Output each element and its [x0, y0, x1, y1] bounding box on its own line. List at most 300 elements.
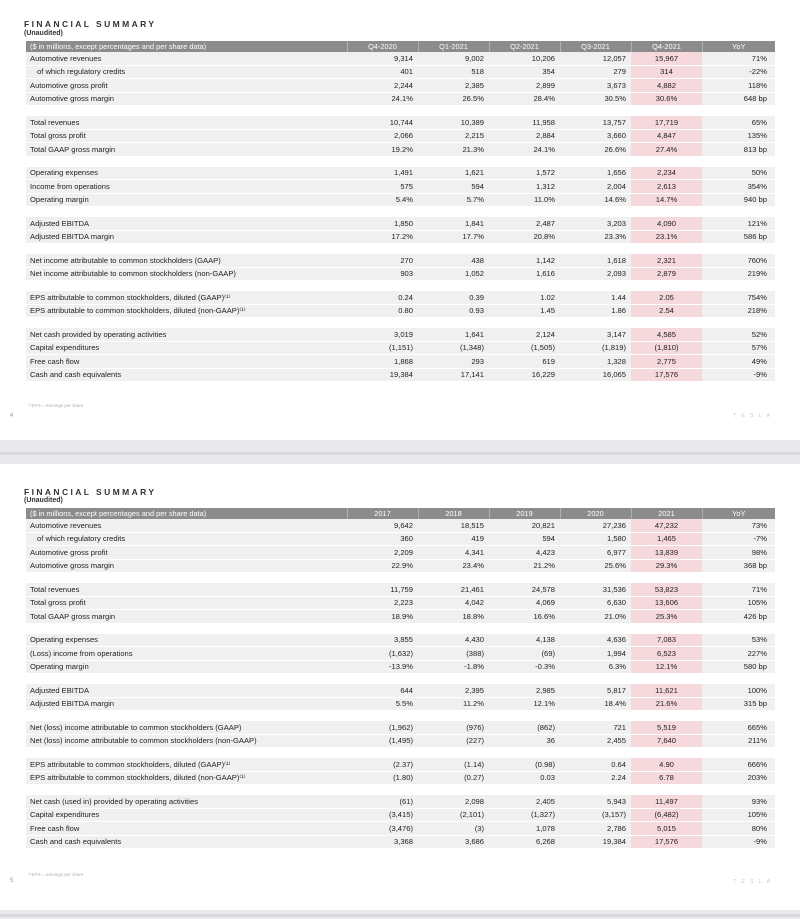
yoy-cell: 57% [702, 341, 775, 355]
value-cell: 1,656 [560, 167, 631, 180]
value-cell: 419 [418, 532, 489, 546]
slide-title: FINANCIAL SUMMARY [24, 19, 157, 29]
value-cell: 10,744 [347, 116, 418, 129]
value-cell: 270 [347, 254, 418, 267]
yoy-cell: 71% [702, 583, 775, 596]
table-row [26, 596, 775, 610]
row-label: Adjusted EBITDA [26, 684, 347, 697]
value-cell: 721 [560, 721, 631, 734]
latest-period-cell: 11,497 [631, 795, 702, 808]
value-cell: 14.6% [560, 193, 631, 207]
footnote: ⁽¹⁾EPS = earnings per share [28, 403, 84, 408]
table-row [26, 822, 775, 836]
row-label: Automotive gross margin [26, 92, 347, 106]
value-cell: 6,630 [560, 596, 631, 610]
latest-period-cell: 7,083 [631, 634, 702, 647]
value-cell: (1,327) [489, 808, 560, 822]
latest-period-cell: 6.78 [631, 771, 702, 785]
row-label: Automotive gross profit [26, 79, 347, 93]
latest-period-cell: 314 [631, 65, 702, 79]
latest-period-cell: 1,465 [631, 532, 702, 546]
value-cell: (0.27) [418, 771, 489, 785]
value-cell: 6.3% [560, 660, 631, 674]
value-cell: (3,476) [347, 822, 418, 836]
value-cell: 2,985 [489, 684, 560, 697]
value-cell: 4,138 [489, 634, 560, 647]
row-label: EPS attributable to common stockholders, diluted (non-GAAP)⁽¹⁾ [26, 304, 347, 318]
value-cell: 5.4% [347, 193, 418, 207]
group-spacer [26, 748, 775, 759]
value-cell: 16,229 [489, 368, 560, 382]
row-label: Free cash flow [26, 822, 347, 836]
row-label: Capital expenditures [26, 341, 347, 355]
yoy-cell: 813 bp [702, 143, 775, 157]
column-header: 2018 [418, 508, 489, 519]
latest-period-cell: 4,882 [631, 79, 702, 93]
row-label: Capital expenditures [26, 808, 347, 822]
group-spacer [26, 573, 775, 584]
table-row [26, 519, 775, 532]
row-label: Net cash (used in) provided by operating activities [26, 795, 347, 808]
value-cell: (0.98) [489, 758, 560, 771]
value-cell: (1,151) [347, 341, 418, 355]
value-cell: 4,069 [489, 596, 560, 610]
value-cell: 18.8% [418, 610, 489, 624]
table-row [26, 634, 775, 647]
value-cell: (1,348) [418, 341, 489, 355]
value-cell: 1,868 [347, 355, 418, 369]
yoy-cell: -9% [702, 368, 775, 382]
value-cell: 4,636 [560, 634, 631, 647]
value-cell: 19.2% [347, 143, 418, 157]
table-row [26, 721, 775, 734]
value-cell: 11,958 [489, 116, 560, 129]
yoy-cell: 105% [702, 808, 775, 822]
table-row [26, 647, 775, 661]
value-cell: 2,004 [560, 180, 631, 194]
value-cell: 1,841 [418, 217, 489, 230]
yoy-cell: 760% [702, 254, 775, 267]
value-cell: 4,423 [489, 546, 560, 560]
financial-summary-slide-annual [0, 464, 800, 910]
brand-logo: T E S L A [733, 413, 772, 419]
value-cell: (1.80) [347, 771, 418, 785]
page-number: 4 [10, 413, 14, 419]
value-cell: 354 [489, 65, 560, 79]
value-cell: 2,223 [347, 596, 418, 610]
value-cell: 594 [489, 532, 560, 546]
row-label: Automotive gross margin [26, 559, 347, 573]
value-cell: 2,066 [347, 129, 418, 143]
page-divider [0, 452, 800, 455]
yoy-cell: 426 bp [702, 610, 775, 624]
latest-period-cell: 21.6% [631, 697, 702, 711]
row-label: Total GAAP gross margin [26, 143, 347, 157]
yoy-cell: 50% [702, 167, 775, 180]
value-cell: (2.37) [347, 758, 418, 771]
value-cell: 5,943 [560, 795, 631, 808]
row-label: Free cash flow [26, 355, 347, 369]
yoy-cell: -22% [702, 65, 775, 79]
yoy-cell: 368 bp [702, 559, 775, 573]
value-cell: 21.0% [560, 610, 631, 624]
latest-period-cell: 2,879 [631, 267, 702, 281]
value-cell: 9,314 [347, 52, 418, 65]
value-cell: 1,616 [489, 267, 560, 281]
table-row [26, 758, 775, 771]
table-row [26, 254, 775, 267]
table-row [26, 697, 775, 711]
value-cell: 25.6% [560, 559, 631, 573]
value-cell: 3,368 [347, 835, 418, 849]
table-row [26, 546, 775, 560]
table-row [26, 355, 775, 369]
financial-table [26, 508, 775, 849]
row-label: Total gross profit [26, 129, 347, 143]
row-label: Automotive revenues [26, 519, 347, 532]
value-cell: 10,389 [418, 116, 489, 129]
row-label: Net income attributable to common stockholders (non-GAAP) [26, 267, 347, 281]
value-cell: (1,495) [347, 734, 418, 748]
value-cell: 1,618 [560, 254, 631, 267]
value-cell: 438 [418, 254, 489, 267]
value-cell: 0.24 [347, 291, 418, 304]
yoy-cell: 580 bp [702, 660, 775, 674]
value-cell: 0.80 [347, 304, 418, 318]
row-label: Net income attributable to common stockholders (GAAP) [26, 254, 347, 267]
group-spacer [26, 244, 775, 255]
value-cell: 17.2% [347, 230, 418, 244]
value-cell: 1,994 [560, 647, 631, 661]
column-header: YoY [702, 41, 775, 52]
value-cell: 11.2% [418, 697, 489, 711]
yoy-cell: 71% [702, 52, 775, 65]
latest-period-cell: 4,585 [631, 328, 702, 341]
value-cell: 5,817 [560, 684, 631, 697]
value-cell: 11.0% [489, 193, 560, 207]
yoy-cell: -7% [702, 532, 775, 546]
row-label: Cash and cash equivalents [26, 368, 347, 382]
value-cell: -13.9% [347, 660, 418, 674]
table-row [26, 610, 775, 624]
row-label: of which regulatory credits [26, 65, 347, 79]
yoy-cell: 227% [702, 647, 775, 661]
table-row [26, 291, 775, 304]
value-cell: 27,236 [560, 519, 631, 532]
value-cell: 21.2% [489, 559, 560, 573]
page-divider [0, 914, 800, 917]
latest-period-cell: 17,576 [631, 368, 702, 382]
value-cell: 1.02 [489, 291, 560, 304]
value-cell: 1.86 [560, 304, 631, 318]
value-cell: 2,385 [418, 79, 489, 93]
yoy-cell: 940 bp [702, 193, 775, 207]
yoy-cell: 665% [702, 721, 775, 734]
latest-period-cell: 2,234 [631, 167, 702, 180]
latest-period-cell: 17,719 [631, 116, 702, 129]
yoy-cell: 135% [702, 129, 775, 143]
value-cell: (69) [489, 647, 560, 661]
value-cell: 24.1% [347, 92, 418, 106]
value-cell: (1,962) [347, 721, 418, 734]
column-header: Q1-2021 [418, 41, 489, 52]
yoy-cell: 118% [702, 79, 775, 93]
row-label: Total GAAP gross margin [26, 610, 347, 624]
value-cell: (61) [347, 795, 418, 808]
yoy-cell: 754% [702, 291, 775, 304]
latest-period-cell: 27.4% [631, 143, 702, 157]
table-row [26, 65, 775, 79]
group-spacer [26, 281, 775, 292]
latest-period-cell: 2,775 [631, 355, 702, 369]
latest-period-cell: 5,015 [631, 822, 702, 836]
value-cell: 1,850 [347, 217, 418, 230]
latest-period-cell: (1,810) [631, 341, 702, 355]
latest-period-cell: 23.1% [631, 230, 702, 244]
row-label: Operating margin [26, 660, 347, 674]
column-header: 2019 [489, 508, 560, 519]
table-row [26, 660, 775, 674]
value-cell: 20,821 [489, 519, 560, 532]
group-spacer [26, 785, 775, 796]
yoy-cell: 49% [702, 355, 775, 369]
value-cell: 2.24 [560, 771, 631, 785]
value-cell: 644 [347, 684, 418, 697]
table-row [26, 532, 775, 546]
value-cell: 2,209 [347, 546, 418, 560]
value-cell: (1,632) [347, 647, 418, 661]
financial-summary-slide-quarterly [0, 0, 800, 440]
value-cell: 2,215 [418, 129, 489, 143]
latest-period-cell: 17,576 [631, 835, 702, 849]
value-cell: 31,536 [560, 583, 631, 596]
table-row [26, 267, 775, 281]
value-cell: 13,757 [560, 116, 631, 129]
value-cell: 9,642 [347, 519, 418, 532]
table-row [26, 328, 775, 341]
row-label: Adjusted EBITDA margin [26, 230, 347, 244]
value-cell: -0.3% [489, 660, 560, 674]
row-label: (Loss) income from operations [26, 647, 347, 661]
value-cell: 26.5% [418, 92, 489, 106]
table-row [26, 116, 775, 129]
row-label: Total revenues [26, 583, 347, 596]
table-row [26, 795, 775, 808]
table-row [26, 230, 775, 244]
value-cell: 1,641 [418, 328, 489, 341]
group-spacer [26, 156, 775, 167]
column-header: Q3-2021 [560, 41, 631, 52]
value-cell: 3,686 [418, 835, 489, 849]
table-row [26, 92, 775, 106]
value-cell: 279 [560, 65, 631, 79]
row-label: Total gross profit [26, 596, 347, 610]
value-cell: 360 [347, 532, 418, 546]
table-row [26, 368, 775, 382]
value-cell: 1,621 [418, 167, 489, 180]
value-cell: (3) [418, 822, 489, 836]
value-cell: -1.8% [418, 660, 489, 674]
table-header-row [26, 41, 775, 52]
table-row [26, 79, 775, 93]
latest-period-cell: 2.05 [631, 291, 702, 304]
value-cell: 4,042 [418, 596, 489, 610]
yoy-cell: -9% [702, 835, 775, 849]
latest-period-cell: 4.90 [631, 758, 702, 771]
column-header: 2020 [560, 508, 631, 519]
value-cell: (3,415) [347, 808, 418, 822]
row-label: Operating margin [26, 193, 347, 207]
table-row [26, 835, 775, 849]
value-cell: 24,578 [489, 583, 560, 596]
yoy-cell: 105% [702, 596, 775, 610]
latest-period-cell: 2.54 [631, 304, 702, 318]
value-cell: (1,819) [560, 341, 631, 355]
yoy-cell: 100% [702, 684, 775, 697]
value-cell: 0.39 [418, 291, 489, 304]
value-cell: 2,124 [489, 328, 560, 341]
table-row [26, 52, 775, 65]
header-units-label: ($ in millions, except percentages and per share data) [26, 41, 347, 52]
value-cell: (388) [418, 647, 489, 661]
value-cell: 3,660 [560, 129, 631, 143]
yoy-cell: 52% [702, 328, 775, 341]
value-cell: 4,341 [418, 546, 489, 560]
value-cell: 23.3% [560, 230, 631, 244]
column-header: Q2-2021 [489, 41, 560, 52]
value-cell: 12,057 [560, 52, 631, 65]
column-header: 2017 [347, 508, 418, 519]
group-spacer [26, 207, 775, 218]
value-cell: 16.6% [489, 610, 560, 624]
value-cell: 17,141 [418, 368, 489, 382]
value-cell: 3,147 [560, 328, 631, 341]
latest-period-cell: 12.1% [631, 660, 702, 674]
value-cell: 36 [489, 734, 560, 748]
value-cell: 2,093 [560, 267, 631, 281]
value-cell: 1,580 [560, 532, 631, 546]
value-cell: 9,002 [418, 52, 489, 65]
yoy-cell: 354% [702, 180, 775, 194]
latest-period-cell: 11,621 [631, 684, 702, 697]
table-row [26, 771, 775, 785]
value-cell: 1,052 [418, 267, 489, 281]
column-header: Q4-2021 [631, 41, 702, 52]
table-row [26, 304, 775, 318]
yoy-cell: 218% [702, 304, 775, 318]
latest-period-cell: 14.7% [631, 193, 702, 207]
row-label: Operating expenses [26, 634, 347, 647]
latest-period-cell: 29.3% [631, 559, 702, 573]
slide-title: FINANCIAL SUMMARY [24, 487, 157, 497]
group-spacer [26, 711, 775, 722]
column-header: YoY [702, 508, 775, 519]
slide-subtitle: (Unaudited) [24, 497, 63, 504]
slide-subtitle: (Unaudited) [24, 30, 63, 37]
value-cell: (862) [489, 721, 560, 734]
latest-period-cell: 5,519 [631, 721, 702, 734]
latest-period-cell: 6,523 [631, 647, 702, 661]
yoy-cell: 80% [702, 822, 775, 836]
latest-period-cell: 4,090 [631, 217, 702, 230]
value-cell: 18.4% [560, 697, 631, 711]
brand-logo: T E S L A [733, 879, 772, 885]
latest-period-cell: 2,321 [631, 254, 702, 267]
value-cell: 1,491 [347, 167, 418, 180]
table-row [26, 341, 775, 355]
header-units-label: ($ in millions, except percentages and per share data) [26, 508, 347, 519]
latest-period-cell: (6,482) [631, 808, 702, 822]
value-cell: 19,384 [347, 368, 418, 382]
latest-period-cell: 4,847 [631, 129, 702, 143]
row-label: Net (loss) income attributable to common stockholders (GAAP) [26, 721, 347, 734]
column-header: Q4-2020 [347, 41, 418, 52]
yoy-cell: 211% [702, 734, 775, 748]
value-cell: 30.5% [560, 92, 631, 106]
value-cell: 619 [489, 355, 560, 369]
yoy-cell: 666% [702, 758, 775, 771]
value-cell: 2,098 [418, 795, 489, 808]
yoy-cell: 219% [702, 267, 775, 281]
value-cell: 21,461 [418, 583, 489, 596]
value-cell: (2,101) [418, 808, 489, 822]
value-cell: 6,268 [489, 835, 560, 849]
value-cell: 594 [418, 180, 489, 194]
value-cell: 3,019 [347, 328, 418, 341]
table-row [26, 193, 775, 207]
page-number: 5 [10, 878, 14, 884]
row-label: Automotive gross profit [26, 546, 347, 560]
value-cell: 1,312 [489, 180, 560, 194]
value-cell: 3,855 [347, 634, 418, 647]
value-cell: (227) [418, 734, 489, 748]
latest-period-cell: 13,839 [631, 546, 702, 560]
latest-period-cell: 30.6% [631, 92, 702, 106]
value-cell: 17.7% [418, 230, 489, 244]
value-cell: (3,157) [560, 808, 631, 822]
group-spacer [26, 106, 775, 117]
column-header: 2021 [631, 508, 702, 519]
table-row [26, 143, 775, 157]
table-row [26, 129, 775, 143]
table-row [26, 684, 775, 697]
yoy-cell: 93% [702, 795, 775, 808]
row-label: Net (loss) income attributable to common stockholders (non-GAAP) [26, 734, 347, 748]
row-label: EPS attributable to common stockholders, diluted (GAAP)⁽¹⁾ [26, 291, 347, 304]
latest-period-cell: 15,967 [631, 52, 702, 65]
row-label: Operating expenses [26, 167, 347, 180]
latest-period-cell: 2,613 [631, 180, 702, 194]
row-label: of which regulatory credits [26, 532, 347, 546]
table-row [26, 808, 775, 822]
latest-period-cell: 7,640 [631, 734, 702, 748]
yoy-cell: 53% [702, 634, 775, 647]
value-cell: 6,977 [560, 546, 631, 560]
yoy-cell: 648 bp [702, 92, 775, 106]
footnote: ⁽¹⁾EPS = earnings per share [28, 872, 84, 877]
value-cell: 18.9% [347, 610, 418, 624]
value-cell: 1,572 [489, 167, 560, 180]
latest-period-cell: 53,823 [631, 583, 702, 596]
row-label: EPS attributable to common stockholders, diluted (non-GAAP)⁽¹⁾ [26, 771, 347, 785]
yoy-cell: 65% [702, 116, 775, 129]
value-cell: 1.44 [560, 291, 631, 304]
table-row [26, 167, 775, 180]
value-cell: 575 [347, 180, 418, 194]
latest-period-cell: 13,606 [631, 596, 702, 610]
value-cell: 2,487 [489, 217, 560, 230]
row-label: Automotive revenues [26, 52, 347, 65]
